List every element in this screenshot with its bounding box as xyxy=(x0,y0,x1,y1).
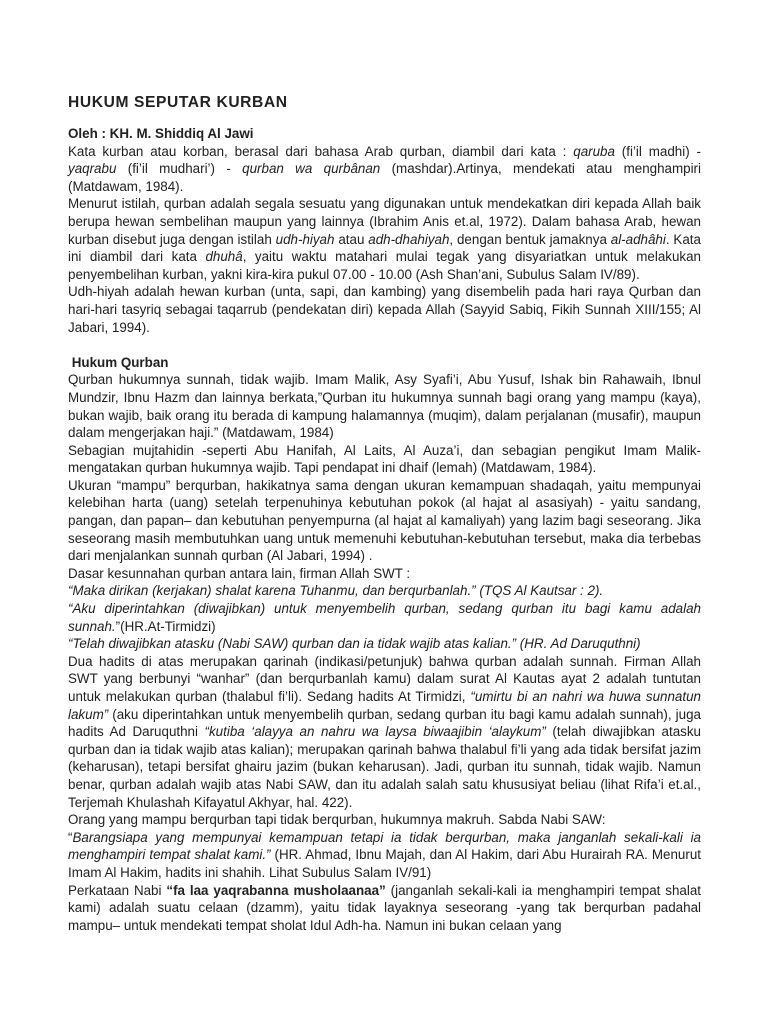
italic-term: adh-dhahiyah xyxy=(368,231,450,247)
italic-quote: “Aku diperintahkan (diwajibkan) untuk menyembelih qurban, sedang qurban itu bagi kamu adalah sunnah. xyxy=(68,601,701,634)
italic-term: qaruba xyxy=(573,143,615,159)
italic-term: “umirtu bi an nahri wa huwa sunnatun lakum” xyxy=(68,689,701,722)
section-paragraph-7 xyxy=(68,882,701,935)
text-run: Perkataan Nabi xyxy=(68,882,167,898)
text-run: (mashdar).Artinya, mendekati atau menghampiri (Matdawam, 1984). xyxy=(68,161,701,194)
intro-paragraph-1 xyxy=(68,143,701,196)
italic-term: “kutiba ‘alayya an nahru wa laysa biwaajibin ‘alaykum” xyxy=(204,724,546,740)
quote-2 xyxy=(68,600,701,635)
section-paragraph-2: Sebagian mujtahidin -seperti Abu Hanifah, Al Laits, Al Auza’i, dan sebagian pengikut Imam Malik- mengatakan qurban hukumnya wajib. Tapi pendapat ini dhaif (lemah) (Matdawam, 1984). xyxy=(68,442,701,476)
text-run: , dengan bentuk jamaknya xyxy=(449,231,611,247)
italic-quote: Barangsiapa yang mempunyai kemampuan tetapi ia tidak berqurban, maka janganlah sekali-kali ia menghampiri tempat shalat kami.” xyxy=(68,829,701,863)
text-run: (telah diwajibkan atasku qurban dan ia tidak wajib atas kalian); merupakan qarinah bahwa thalabul fi’li yang ada tidak bersifat jazim (keharusan), tetapi bersifat ghairu jazim (bukan keharusan). Jadi, qurban itu sunnah, tidak wajib. Namun benar, qurban adalah wajib atas Nabi SAW, dan itu adalah salah satu khususiyat beliau (lihat Rifa’i et.al., Terjemah Khulashah Kifayatul Akhyar, hal. 422). xyxy=(68,724,701,810)
author-line: Oleh : KH. M. Shiddiq Al Jawi xyxy=(68,126,254,141)
quote-1: “Maka dirikan (kerjakan) shalat karena Tuhanmu, dan berqurbanlah.” (TQS Al Kautsar : 2). xyxy=(68,583,604,599)
section-paragraph-1: Qurban hukumnya sunnah, tidak wajib. Imam Malik, Asy Syafi’i, Abu Yusuf, Ishak bin Rahawaih, Ibnul Mundzir, Ibnu Hazm dan lainnya berkata,”Qurban itu hukumnya sunnah bagi orang yang mampu (kaya), bukan wajib, baik orang itu berada di kampung halamannya (muqim), dalam perjalanan (musafir), maupun dalam mengerjakan haji.” (Matdawam, 1984) xyxy=(68,372,701,441)
text-run: (janganlah sekali-kali ia menghampiri tempat shalat kami) adalah suatu celaan (dzamm), yaitu tidak layaknya seseorang -yang tak berqurban padahal mampu– untuk mendekati tempat sholat Idul Adh-ha. Namun ini bukan celaan yang xyxy=(68,882,701,933)
section-heading xyxy=(68,354,701,372)
text-run: . Kata ini diambil dari kata xyxy=(68,231,701,265)
document-title: HUKUM SEPUTAR KURBAN xyxy=(68,94,288,111)
text-run: atau xyxy=(334,231,369,247)
text-run: (aku diperintahkan untuk menyembelih qurban, sedang qurban itu bagi kamu adalah sunnah), juga hadits Ad Daruquthni xyxy=(68,706,701,740)
bold-term: “fa laa yaqrabanna musholaanaa” xyxy=(166,882,386,898)
intro-paragraph-3: Udh-hiyah adalah hewan kurban (unta, sapi, dan kambing) yang disembelih pada hari raya Qurban dan hari-hari tasyriq sebagai taqarrub (pendekatan diri) kepada Allah (Sayyid Sabiq, Fikih Sunnah XIII/155; Al Jabari, 1994). xyxy=(68,284,701,335)
italic-term: qurban wa qurbânan xyxy=(242,161,381,177)
citation: ”(HR.At-Tirmidzi) xyxy=(115,618,216,634)
text-run: “ xyxy=(68,829,73,845)
intro-paragraph-2 xyxy=(68,195,701,283)
italic-term: al-adhâhi xyxy=(610,231,666,247)
section-paragraph-5 xyxy=(68,653,701,811)
section-paragraph-4: Dasar kesunnahan qurban antara lain, firman Allah SWT : xyxy=(68,565,411,581)
section-heading-text: Hukum Qurban xyxy=(71,354,169,370)
section-paragraph-6: Orang yang mampu berqurban tapi tidak berqurban, hukumnya makruh. Sabda Nabi SAW: xyxy=(68,812,606,828)
text-run: (fi’il madhi) - xyxy=(614,143,701,159)
text-run: Dua hadits di atas merupakan qarinah (indikasi/petunjuk) bahwa qurban adalah sunnah. Firman Allah SWT yang berbunyi “wanhar” (dan berqurbanlah kamu) dalam surat Al Kautas ayat 2 adalah tuntutan untuk melakukan qurban (thalabul fi’li). Sedang hadits At Tirmidzi, xyxy=(68,653,701,704)
section-paragraph-3: Ukuran “mampu” berqurban, hakikatnya sama dengan ukuran kemampuan shadaqah, yaitu mempunyai kelebihan harta (uang) setelah terpenuhinya kebutuhan pokok (al hajat al asasiyah) - yaitu sandang, pangan, dan papan– dan kebutuhan penyempurna (al hajat al kamaliyah) yang lazim bagi seseorang. Jika seseorang masih membutuhkan uang untuk memenuhi kebutuhan-kebutuhan tersebut, maka dia terbebas dari menjalankan sunnah qurban (Al Jabari, 1994) . xyxy=(68,477,701,564)
italic-term: udh-hiyah xyxy=(275,231,335,247)
text-run: (fi’il mudhari’) - xyxy=(116,161,243,177)
quote-3: “Telah diwajibkan atasku (Nabi SAW) qurban dan ia tidak wajib atas kalian.” (HR. Ad Daruquthni) xyxy=(68,636,641,652)
quote-4 xyxy=(68,829,701,882)
text-run: Kata kurban atau korban, berasal dari bahasa Arab qurban, diambil dari kata : xyxy=(68,143,574,159)
text-run: Menurut istilah, qurban adalah segala sesuatu yang digunakan untuk mendekatkan diri kepada Allah baik berupa hewan sembelihan maupun yang lainnya (Ibrahim Anis et.al, 1972). Dalam bahasa Arab, hewan kurban disebut juga dengan istilah xyxy=(68,196,701,247)
italic-term: dhuhâ xyxy=(205,249,243,265)
citation: (HR. Ahmad, Ibnu Majah, dan Al Hakim, dari Abu Hurairah RA. Menurut Imam Al Hakim, hadits ini shahih. Lihat Subulus Salam IV/91) xyxy=(68,847,702,880)
italic-term: yaqrabu xyxy=(68,161,117,177)
text-run: , yaitu waktu matahari mulai tegak yang disyariatkan untuk melakukan penyembelihan kurban, yakni kira-kira pukul 07.00 - 10.00 (Ash Shan’ani, Subulus Salam IV/89). xyxy=(68,249,702,282)
